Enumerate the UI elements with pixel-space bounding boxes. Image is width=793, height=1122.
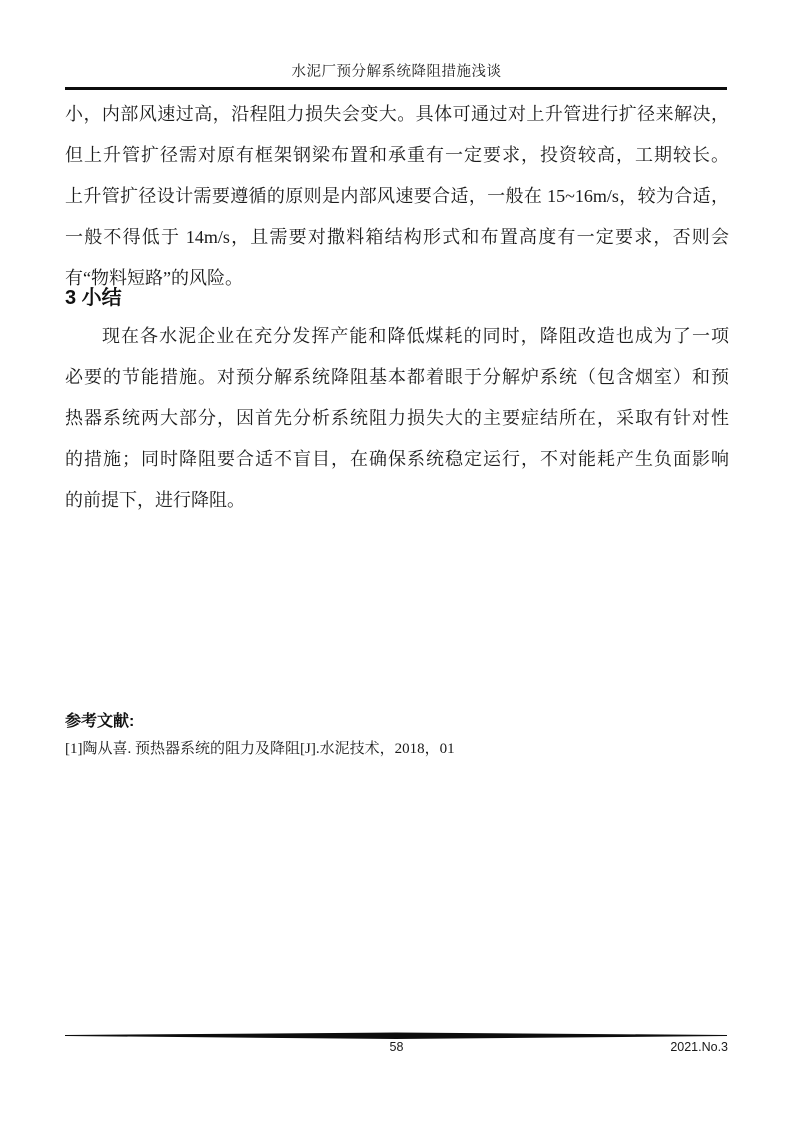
paragraph-line: 的前提下，进行降阻。 [65,490,245,510]
paragraph-line: 现在各水泥企业在充分发挥产能和降低煤耗的同时，降阻改造也成为了一项 [102,326,729,346]
footer-divider-rule [65,1032,727,1040]
page-number: 58 [389,1040,404,1054]
running-head-title: 水泥厂预分解系统降阻措施浅谈 [291,64,502,80]
paragraph-line: 上升管扩径设计需要遵循的原则是内部风速要合适，一般在 15~16m/s，较为合适， [65,186,729,206]
paragraph-line: 一般不得低于 14m/s，且需要对撒料箱结构形式和布置高度有一定要求，否则会 [65,227,729,247]
paragraph-line: 有“物料短路”的风险。 [65,268,243,288]
section-heading-summary: 3 小结 [65,287,122,309]
paragraph-line: 的措施；同时降阻要合适不盲目，在确保系统稳定运行，不对能耗产生负面影响 [65,449,729,469]
footer [65,1040,728,1058]
references-heading: 参考文献: [65,713,135,730]
header-divider-rule [65,87,727,90]
reference-item: [1]陶从喜. 预热器系统的阻力及降阻[J].水泥技术，2018，01 [65,741,455,757]
paragraph-line: 必要的节能措施。对预分解系统降阻基本都着眼于分解炉系统（包含烟室）和预 [65,367,729,387]
paragraph-summary [65,316,729,521]
paragraph-upriser-expansion [65,94,729,299]
paragraph-line: 热器系统两大部分，因首先分析系统阻力损失大的主要症结所在，采取有针对性 [65,408,729,428]
paragraph-line: 但上升管扩径需对原有框架钢梁布置和承重有一定要求，投资较高，工期较长。 [65,145,729,165]
paragraph-line: 小，内部风速过高，沿程阻力损失会变大。具体可通过对上升管进行扩径来解决， [65,104,729,124]
issue-number: 2021.No.3 [670,1040,728,1054]
